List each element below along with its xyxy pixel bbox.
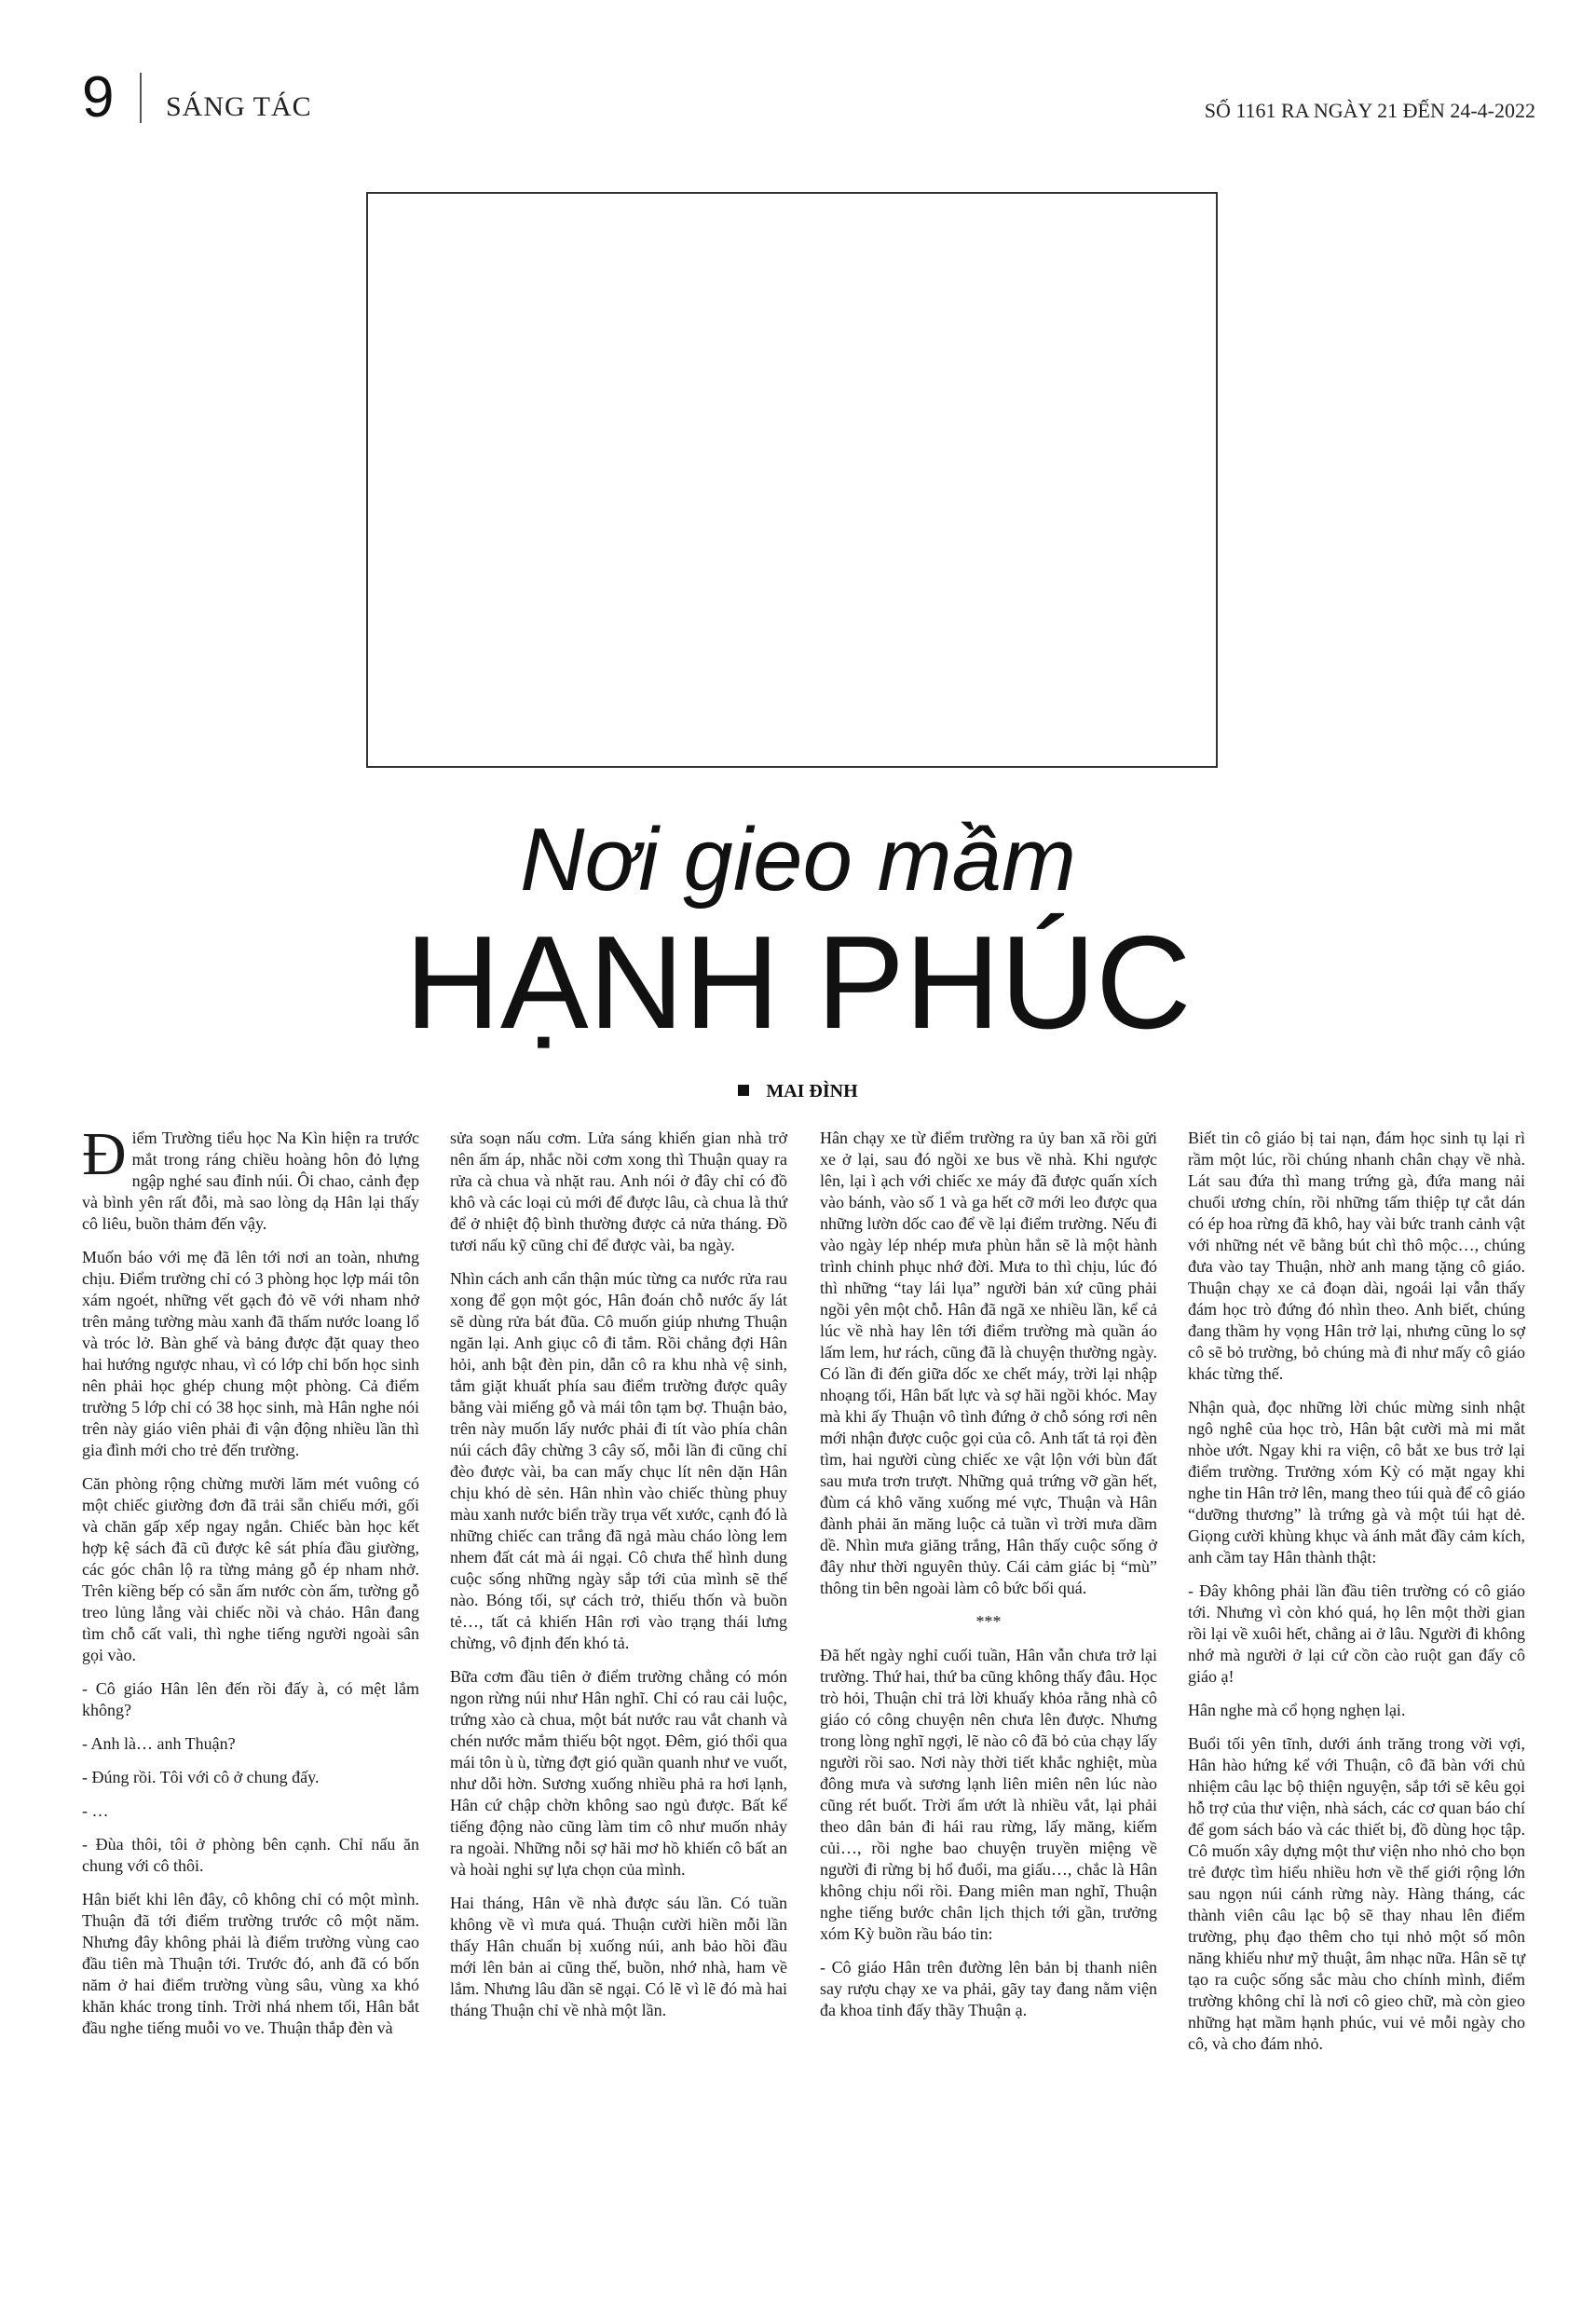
article-column-4 xyxy=(1188,1128,1525,2067)
dialogue-line: - … xyxy=(82,1801,109,1820)
dropcap: Đ xyxy=(82,1120,127,1188)
article-column-3 xyxy=(820,1128,1157,2033)
section-label: SÁNG TÁC xyxy=(166,91,312,122)
dialogue-line: - Đây không phải lần đầu tiên trường có cô giáo tới. Nhưng vì còn khó quá, họ lên một thời gian rồi lại về xuôi hết, chẳng ai ở lâu. Người đi không nhớ mà người ở lại cứ cồn cào ruột gan đấy cô giáo ạ! xyxy=(1188,1581,1525,1686)
paragraph: Căn phòng rộng chừng mười lăm mét vuông có một chiếc giường đơn đã trải sẵn chiếu mới, gối và chăn gấp xếp ngay ngắn. Chiếc bàn học kết hợp kệ sách đã cũ được kê sát phía đầu giường, các góc chân lộ ra từng mảng gỗ ép nham nhở. Trên kiềng bếp có sẵn ấm nước còn ấm, tường gỗ treo lủng lẳng vài chiếc nồi và chảo. Hân đang tìm chỗ cất vali, thì nghe tiếng người ngoài sân gọi vào. xyxy=(82,1474,419,1664)
paragraph: Biết tin cô giáo bị tai nạn, đám học sinh tụ lại rì rầm một lúc, rồi chúng nhanh chân chạy về nhà. Lát sau đứa thì mang trứng gà, đứa mang nải chuối ương chín, rồi những tấm thiệp tự cắt dán có ép hoa rừng đã khô, hay vài bức tranh cảnh vật với những nét vẽ bằng bút chì thô mộc…, chúng đưa vào tay Thuận, nhờ anh mang tặng cô giáo. Thuận chạy xe cả đoạn dài, ngoái lại vẫn thấy đám học trò đứng đó nhìn theo. Anh biết, chúng đang thầm hy vọng Hân trở lại, nhưng cũng lo sợ cô sẽ bỏ trường, bỏ chúng mà đi như mấy cô giáo khác từng thế. xyxy=(1188,1129,1525,1383)
section-break: *** xyxy=(975,1612,1002,1631)
page-header xyxy=(82,65,1535,130)
header-divider xyxy=(140,73,142,123)
paragraph: Nhận quà, đọc những lời chúc mừng sinh nhật ngô nghê của học trò, Hân bật cười mà mi mắt nhòe ướt. Ngay khi ra viện, cô bắt xe bus trở lại điểm trường. Trưởng xóm Kỳ có mặt ngay khi nghe tin Hân trở lên, mang theo túi quà để cô giáo “dưỡng thương” là trứng gà và một túi hạt dẻ. Giọng cười khùng khục và ánh mắt đầy cảm kích, anh cầm tay Hân thành thật: xyxy=(1188,1398,1525,1566)
paragraph: Muốn báo với mẹ đã lên tới nơi an toàn, nhưng chịu. Điểm trường chỉ có 3 phòng học lợp mái tôn xám ngoét, những vết gạch đỏ vẽ với nham nhở trên mảng tường màu xanh đã thấm nước loang lổ và tróc lở. Bàn ghế và bảng được đặt quay theo hai hướng ngược nhau, vì có lớp chỉ bốn học sinh nên phải học ghép chung một phòng. Cả điểm trường 5 lớp chỉ có 38 học sinh, mà Hân nghe nói trên này giáo viên phải đi vận động nhiều lần thì gia đình mới cho trẻ đến trường. xyxy=(82,1248,419,1459)
dialogue-line: - Cô giáo Hân trên đường lên bản bị thanh niên say rượu chạy xe va phải, gãy tay đang nằm viện đa khoa tỉnh đấy thầy Thuận ạ. xyxy=(820,1958,1157,2019)
dialogue-line: - Đùa thôi, tôi ở phòng bên cạnh. Chỉ nấu ăn chung với cô thôi. xyxy=(82,1835,419,1875)
dialogue-line: - Đúng rồi. Tôi với cô ở chung đấy. xyxy=(82,1768,320,1786)
paragraph: Bữa cơm đầu tiên ở điểm trường chẳng có món ngon rừng núi như Hân nghĩ. Chỉ có rau cải luộc, trứng xào cà chua, một bát nước rau vắt chanh và chén nước mắm thiếu bột ngọt. Đêm, gió thổi qua mái tôn ù ù, từng đợt gió quần quanh như ve vuốt, như dỗi hờn. Sương xuống nhiều phả ra hơi lạnh, Hân cứ chập chờn không sao ngủ được. Bất kể tiếng động nào cũng làm tim cô như muốn nhảy ra ngoài. Những nỗi sợ hãi mơ hồ khiến cô bất an và hoài nghi sự lựa chọn của mình. xyxy=(450,1667,787,1879)
article-column-2 xyxy=(450,1128,787,2033)
paragraph: Hai tháng, Hân về nhà được sáu lần. Có tuần không về vì mưa quá. Thuận cười hiền mỗi lần thấy Hân chuẩn bị xuống núi, anh bảo hồi đầu mới lên bản ai cũng thế, buồn, nhớ nhà, ham về lắm. Nhưng lâu dần sẽ ngại. Có lẽ vì lẽ đó mà hai tháng Thuận chỉ về nhà một lần. xyxy=(450,1894,787,2019)
dialogue-line: - Cô giáo Hân lên đến rồi đấy à, có mệt lắm không? xyxy=(82,1679,419,1719)
paragraph: sửa soạn nấu cơm. Lửa sáng khiến gian nhà trở nên ấm áp, nhắc nồi cơm xong thì Thuận quay ra rửa cà chua và nhặt rau. Anh nói ở đây chỉ có đồ khô và các loại củ mới để được lâu, cà chua là thứ để ở nhiệt độ bình thường được cả nửa tháng. Đồ tươi nấu kỹ cũng chỉ để được vài, ba ngày. xyxy=(450,1129,787,1254)
author-name: MAI ĐÌNH xyxy=(766,1081,858,1101)
paragraph: Buổi tối yên tĩnh, dưới ánh trăng trong vời vợi, Hân hào hứng kể với Thuận, cô đã bàn với chủ nhiệm câu lạc bộ thiện nguyện, sắp tới sẽ kêu gọi hỗ trợ của thư viện, nhà sách, các cơ quan báo chí để gom sách báo và các thiết bị, đồ dùng học tập. Cô muốn xây dựng một thư viện nho nhỏ cho bọn trẻ được tìm hiểu nhiều hơn về thế giới rộng lớn sau ngọn núi cánh rừng này. Hàng tháng, các thành viên câu lạc bộ sẽ thay nhau lên điểm trường, phụ đạo thêm cho tụi nhỏ một số môn năng khiếu như mỹ thuật, âm nhạc nữa. Hân sẽ tự tạo ra cuộc sống sắc màu cho chính mình, điểm trường không chỉ là nơi cô gieo chữ, mà còn gieo những hạt mầm hạnh phúc, vui vẻ mỗi ngày cho cô, và cho đám nhỏ. xyxy=(1188,1734,1525,2053)
article-photo-placeholder xyxy=(366,192,1218,768)
dialogue-line: - Anh là… anh Thuận? xyxy=(82,1734,236,1753)
article-title-line1: Nơi gieo mầm xyxy=(520,810,1076,910)
paragraph: Hân biết khi lên đây, cô không chỉ có một mình. Thuận đã tới điểm trường trước cô một năm. Nhưng đây không phải là điểm trường vùng cao đầu tiên mà Thuận tới. Trước đó, anh đã có bốn năm ở hai điểm trường vùng sâu, vùng xa khó khăn khác trong tỉnh. Trời nhá nhem tối, Hân bắt đầu nghe tiếng muỗi vo ve. Thuận thắp đèn và xyxy=(82,1890,419,2037)
paragraph: Đã hết ngày nghỉ cuối tuần, Hân vẫn chưa trở lại trường. Thứ hai, thứ ba cũng không thấy đâu. Học trò hỏi, Thuận chỉ trả lời khuấy khỏa rằng nhà cô giáo có công chuyện nên chưa lên được. Nhưng trong lòng nghĩ ngợi, lẽ nào cô đã bỏ của chạy lấy người rồi sao. Nơi này thời tiết khắc nghiệt, mùa đông mưa và sương lạnh liên miên nên lúc nào cũng rét buốt. Trời ẩm ướt là nhiều vắt, lại phải theo dân bản đi hái rau rừng, lấy măng, kiếm củi…, rồi nghe bao chuyện truyền miệng về người đi rừng bị hổ đuổi, ma giấu…, chắc là Hân không chịu nổi rồi. Đang miên man nghĩ, Thuận nghe tiếng bước chân lịch thịch tới gần, trưởng xóm Kỳ buồn rầu báo tin: xyxy=(820,1646,1157,1943)
issue-info: SỐ 1161 RA NGÀY 21 ĐẾN 24-4-2022 xyxy=(1204,99,1535,122)
paragraph: Điểm Trường tiểu học Na Kìn hiện ra trước mắt trong ráng chiều hoàng hôn đỏ lựng ngập nghé sau đỉnh núi. Ôi chao, cảnh đẹp và bình yên rất đỗi, mà sao lòng dạ Hân lại thấy cô liêu, buồn thảm đến vậy. xyxy=(82,1120,419,1233)
page-number: 9 xyxy=(82,65,115,130)
paragraph: Hân chạy xe từ điểm trường ra ủy ban xã rồi gửi xe ở lại, sau đó ngồi xe bus về nhà. Khi ngược lên, lại ì ạch với chiếc xe máy đã được quấn xích vào bánh, vào số 1 và ga hết cỡ mới leo được qua những lườn dốc cao để về lại điểm trường. Nếu đi vào ngày lép nhép mưa phùn hẳn sẽ là một hành trình chinh phục nhớ đời. Mưa to thì chịu, lúc đó thì những “tay lái lụa” người bản xứ cũng phải ngồi yên một chỗ. Hân đã ngã xe nhiều lần, kể cả lúc về nhà hay lên tới điểm trường mà quần áo lấm lem, hư rách, cũng đã là chuyện thường ngày. Có lần đi đến giữa dốc xe chết máy, trời lại nhập nhoạng tối, Hân bất lực và sợ hãi ngồi khóc. May mà khi ấy Thuận vô tình đứng ở chỗ sóng rơi nên mới nhận được cuộc gọi của cô. Anh tất tả rọi đèn tìm, hai người cùng chiếc xe vật lộn với bùn đất sau mưa trơn trượt. Những quả trứng vỡ gần hết, đùm cá khô văng xuống mé vực, Thuận và Hân đành phải ăn măng luộc cả tuần vì trời mưa dầm dề. Nhìn mưa giăng trắng, Hân thấy cuộc sống ở đây như thời nguyên thủy. Cái cảm giác bị “mù” thông tin bên ngoài làm cô bức bối quá. xyxy=(820,1129,1157,1597)
article-title-line2: HẠNH PHÚC xyxy=(404,909,1192,1057)
paragraph: Nhìn cách anh cẩn thận múc từng ca nước rửa rau xong để gọn một góc, Hân đoán chỗ nước ấy lát sẽ dùng rửa bát đũa. Cô muốn giúp nhưng Thuận ngăn lại. Anh giục cô đi tắm. Rồi chẳng đợi Hân hỏi, anh bật đèn pin, dẫn cô ra khu nhà vệ sinh, tắm giặt khuất phía sau điểm trường được quây bằng vài miếng gỗ và mái tôn tạm bợ. Thuận bảo, trên này muốn lấy nước phải đi tít vào phía chân núi cách đây chừng 3 cây số, mỗi lần đi cũng chỉ đèo được vài, ba can mấy chục lít nên dặn Hân chịu khó dè sẻn. Hân nhìn vào chiếc thùng phuy màu xanh nước biển trầy trụa vết xước, cạnh đó là những chiếc can trắng đã ngả màu cháo lòng lem nhem đất cát mà ái ngại. Cô chưa thể hình dung cuộc sống những ngày sắp tới của mình sẽ thế nào. Bóng tối, sự cách trở, thiếu thốn và buồn tẻ…, tất cả khiến Hân rơi vào trạng thái lưng chừng, vô định đến khó tả. xyxy=(450,1269,787,1652)
paragraph: Hân nghe mà cổ họng nghẹn lại. xyxy=(1188,1701,1406,1719)
byline-square-icon xyxy=(738,1085,749,1096)
article-column-1 xyxy=(82,1120,419,2051)
byline xyxy=(0,1081,1596,1102)
